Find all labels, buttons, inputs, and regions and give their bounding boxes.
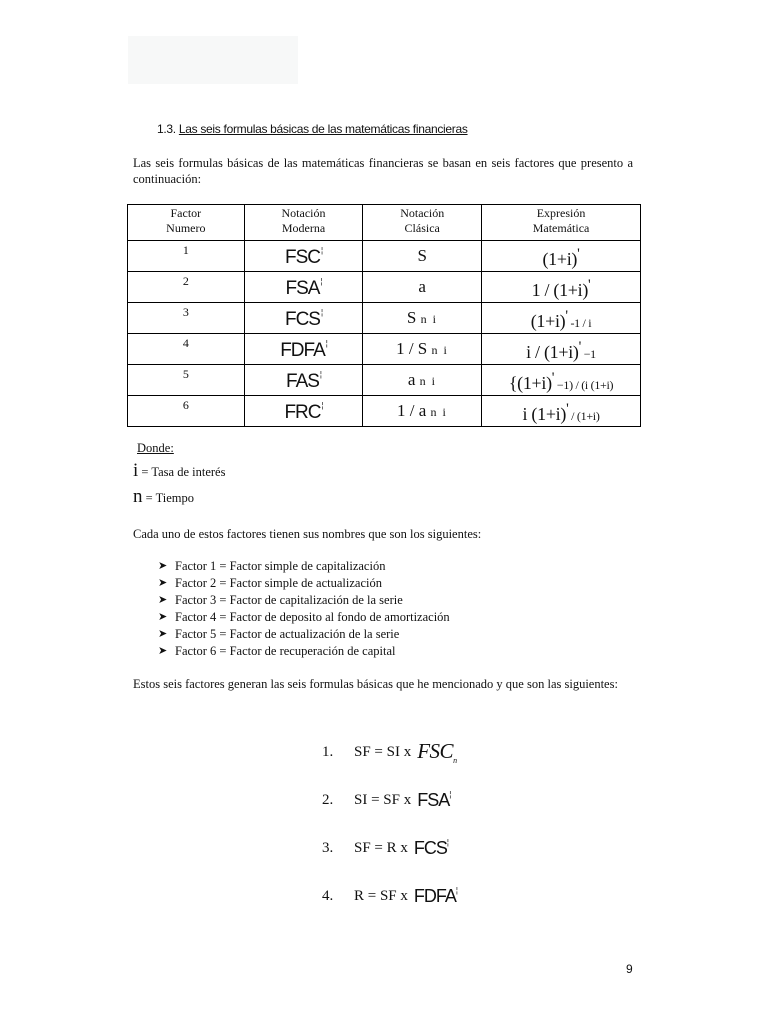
classic-notation-cell [363, 303, 482, 334]
math-expression: (1+i) [530, 311, 566, 331]
math-expression-tail: −1 [581, 347, 596, 361]
i-symbol: i [133, 460, 139, 481]
arrow-bullet-icon: ➤ [158, 645, 168, 657]
header-expresion-matematica: Expresión Matemática [482, 205, 641, 241]
names-intro-paragraph: Cada uno de estos factores tienen sus nombres que son los siguientes: [133, 527, 482, 541]
modern-notation-cell: FDFA¦ [244, 334, 363, 365]
formula-item: 1. SF = SI x $FSC_n$ [322, 738, 457, 766]
arrow-bullet-icon: ➤ [158, 560, 168, 572]
formula-factor-symbol: FSA [417, 789, 450, 810]
classic-notation: a [418, 277, 426, 296]
formulas-list [322, 728, 457, 920]
math-expression-tail: -1 / i [567, 316, 592, 330]
classic-notation: 1 / S [396, 339, 428, 358]
factor-number-cell [128, 334, 245, 365]
list-item [158, 558, 450, 575]
modern-notation: FAS [286, 371, 319, 392]
factor-number: 6 [182, 398, 189, 412]
variable-n [133, 486, 194, 508]
list-item [158, 609, 450, 626]
list-item [158, 575, 450, 592]
table-row [128, 334, 641, 365]
factor-number-cell [128, 365, 245, 396]
table-row [128, 365, 641, 396]
factor-number: 2 [182, 274, 189, 288]
table-row [128, 241, 641, 272]
factor-name: Factor 5 = Factor de actualización de la serie [175, 627, 400, 641]
factor-name: Factor 2 = Factor simple de actualización [175, 576, 382, 590]
math-expression: 1 / (1+i) [531, 280, 589, 300]
factor-number-cell [128, 272, 245, 303]
i-description: = Tasa de interés [138, 465, 226, 479]
modern-notation: FSC [284, 247, 320, 268]
formula-expression: SF = R x [354, 839, 408, 856]
factor-number-cell [128, 303, 245, 334]
classic-notation-sub: n i [430, 405, 448, 419]
classic-notation: S [406, 308, 417, 327]
factor-name: Factor 3 = Factor de capitalización de la serie [175, 593, 403, 607]
formula-factor-symbol: FDFA [413, 885, 456, 906]
classic-notation-cell [363, 272, 482, 303]
math-expression: i / (1+i) [526, 342, 579, 362]
math-expression-tail: / (1+i) [568, 409, 600, 423]
formula-number: 4. [322, 887, 334, 904]
math-expression: {(1+i) [508, 373, 552, 393]
formula-number: 1. [322, 743, 334, 760]
list-item [158, 643, 450, 660]
section-title: Las seis formulas básicas de las matemáticas financieras [178, 122, 468, 136]
formula-factor-symbol: FSC [417, 738, 454, 763]
page-number: 9 [626, 962, 633, 976]
math-expression-cell: {(1+i)' −1) / (i (1+i) [482, 365, 641, 396]
intro-paragraph: Las seis formulas básicas de las matemáticas financieras se basan en seis factores que presento a continuación: [133, 156, 633, 186]
math-expression: (1+i) [542, 249, 578, 269]
section-number: 1.3. [157, 122, 176, 136]
modern-notation: FCS [284, 309, 320, 330]
formula-item: 3. SF = R x FCS¦ [322, 837, 448, 858]
factor-names-list [158, 558, 450, 660]
factor-number-cell [128, 241, 245, 272]
math-expression-cell: i (1+i)' / (1+i) [482, 396, 641, 427]
formula-expression: R = SF x [354, 887, 408, 904]
formula-factor-symbol: FCS [413, 837, 447, 858]
donde-title: Donde: [137, 441, 174, 455]
modern-notation-cell: FSC¦ [244, 241, 363, 272]
formula-number: 3. [322, 839, 334, 856]
list-item [158, 592, 450, 609]
table-row [128, 272, 641, 303]
factor-name: Factor 1 = Factor simple de capitalización [175, 559, 386, 573]
arrow-bullet-icon: ➤ [158, 594, 168, 606]
classic-notation-sub: n i [420, 312, 438, 326]
modern-notation: FDFA [280, 340, 325, 361]
modern-notation: FRC [284, 402, 321, 423]
math-expression-cell: i / (1+i)' −1 [482, 334, 641, 365]
n-symbol: n [133, 486, 143, 507]
header-notacion-moderna: Notación Moderna [244, 205, 363, 241]
classic-notation-cell [363, 396, 482, 427]
modern-notation-cell: FRC¦ [244, 396, 363, 427]
modern-notation-cell: FAS¦ [244, 365, 363, 396]
factor-number-cell [128, 396, 245, 427]
header-factor-numero: Factor Numero [128, 205, 245, 241]
factor-number: 5 [182, 367, 189, 381]
arrow-bullet-icon: ➤ [158, 577, 168, 589]
modern-notation-cell: FCS¦ [244, 303, 363, 334]
table-header-row [128, 205, 641, 241]
generate-paragraph: Estos seis factores generan las seis formulas básicas que he mencionado y que son las siguientes: [133, 677, 618, 691]
header-block [128, 36, 298, 84]
math-expression-tail: −1) / (i (1+i) [554, 378, 614, 392]
classic-notation-cell [363, 365, 482, 396]
modern-notation-cell: FSA¦ [244, 272, 363, 303]
formula-item: 2. SI = SF x FSA¦ [322, 789, 451, 810]
factor-name: Factor 6 = Factor de recuperación de capital [175, 644, 396, 658]
n-description: = Tiempo [142, 491, 195, 505]
section-heading [157, 122, 468, 136]
math-expression: i (1+i) [522, 404, 567, 424]
classic-notation-cell [363, 334, 482, 365]
formula-expression: SI = SF x [354, 791, 412, 808]
table-row [128, 396, 641, 427]
factor-number: 4 [182, 336, 189, 350]
classic-notation-cell [363, 241, 482, 272]
math-expression-cell: (1+i)' [482, 241, 641, 272]
header-notacion-clasica: Notación Clásica [363, 205, 482, 241]
factor-name: Factor 4 = Factor de deposito al fondo de amortización [175, 610, 450, 624]
list-item [158, 626, 450, 643]
math-expression-cell: (1+i)' -1 / i [482, 303, 641, 334]
factor-number: 1 [182, 243, 189, 257]
factor-number: 3 [182, 305, 189, 319]
classic-notation-sub: n i [419, 374, 437, 388]
math-expression-cell: 1 / (1+i)' [482, 272, 641, 303]
classic-notation: 1 / a [397, 401, 427, 420]
variable-i [133, 460, 225, 482]
arrow-bullet-icon: ➤ [158, 611, 168, 623]
modern-notation: FSA [285, 278, 320, 299]
classic-notation: S [417, 246, 427, 265]
classic-notation-sub: n i [431, 343, 449, 357]
table-row [128, 303, 641, 334]
formula-expression: SF = SI x [354, 743, 412, 760]
arrow-bullet-icon: ➤ [158, 628, 168, 640]
classic-notation: a [407, 370, 416, 389]
factors-table [127, 204, 641, 427]
formula-number: 2. [322, 791, 334, 808]
formula-item: 4. R = SF x FDFA¦ [322, 885, 457, 906]
